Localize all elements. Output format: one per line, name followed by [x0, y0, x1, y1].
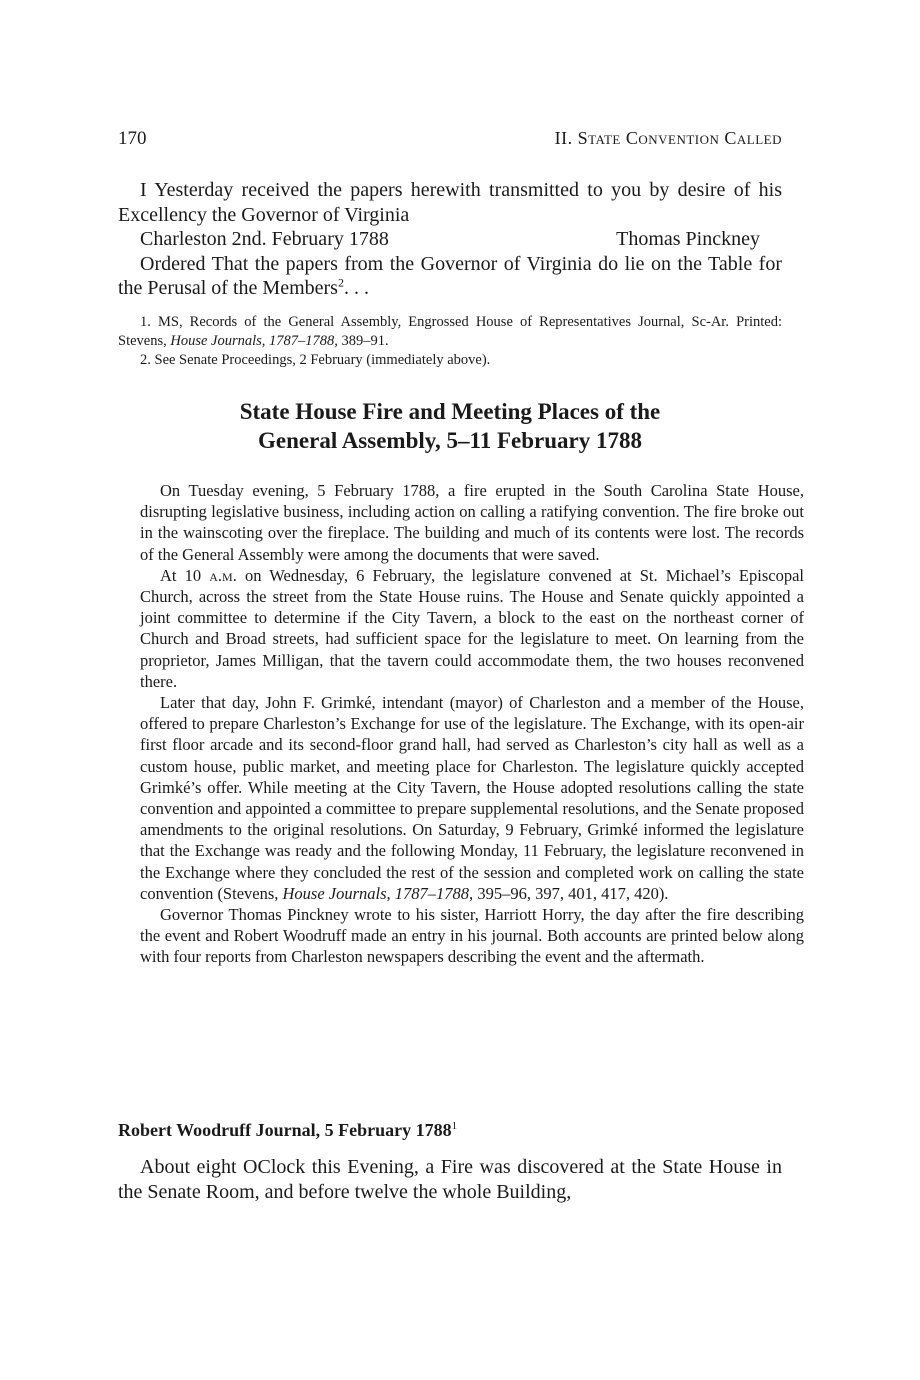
footnote-2: 2. See Senate Proceedings, 2 February (immediately above).	[140, 352, 491, 368]
letter-text: I Yesterday received the papers herewith transmitted to you by desire of his Excellency the Governor of Virginia	[118, 179, 782, 226]
footnotes	[118, 313, 782, 370]
section-title-line-2: General Assembly, 5–11 February 1788	[258, 428, 642, 453]
time-abbrev: a.m.	[209, 565, 237, 585]
section-title-line-1: State House Fire and Meeting Places of the	[239, 399, 661, 424]
intro-paragraph-4: Governor Thomas Pinckney wrote to his sister, Harriott Horry, the day after the fire describing the event and Robert Woodruff made an entry in his journal. Both accounts are printed below along with four reports from Charleston newspapers describing the event and the aftermath.	[140, 905, 804, 967]
running-head: II. State Convention Called	[554, 128, 782, 148]
document-title	[118, 1118, 782, 1142]
intro-paragraph-3	[140, 692, 804, 904]
footnote-1	[118, 313, 782, 351]
document-title-text: Robert Woodruff Journal, 5 February 1788	[118, 1120, 452, 1140]
document-body	[118, 1155, 782, 1204]
intro-paragraph-1: On Tuesday evening, 5 February 1788, a fire erupted in the South Carolina State House, disrupting legislative business, including action on calling a ratifying convention. The fire broke out in the wainscoting over the fireplace. The building and much of its contents were lost. The records of the General Assembly were among the documents that were saved.	[140, 481, 804, 564]
footnote-ref: 2	[337, 275, 344, 290]
document-text: About eight OClock this Evening, a Fire was discovered at the State House in the Senate Room, and before twelve the whole Building,	[118, 1156, 782, 1203]
document-note-ref: 1	[451, 1120, 458, 1132]
intro-p2-start: At 10	[160, 565, 210, 585]
document-heading	[118, 1118, 782, 1142]
footnote-1-title: House Journals, 1787–1788,	[170, 333, 338, 349]
intro-p3-text: Later that day, John F. Grimké, intendant (mayor) of Charleston and a member of the House, offered to prepare Charleston’s Exchange for use of the legislature. The Exchange, with its open-air first floor arcade and its second-floor grand hall, had served as Charleston’s city hall as well as a custom house, public market, and meeting place for Charleston. The legislature quickly accepted Grimké’s offer. While meeting at the City Tavern, the House adopted resolutions calling the state convention and appointed a committee to prepare supplemental resolutions, and the Senate proposed amendments to the original resolutions. On Saturday, 9 February, Grimké informed the legislature that the Exchange was ready and the following Monday, 11 February, the legislature reconvened in the Exchange where they concluded the rest of the session and completed work on calling the state convention (Stevens,	[140, 693, 804, 903]
intro-p2-rest: on Wednesday, 6 February, the legislature convened at St. Michael’s Episcopal Church, across the street from the State House ruins. The House and Senate quickly appointed a joint committee to determine if the City Tavern, a block to the east on the northeast corner of Church and Broad streets, had sufficient space for the legislature to meet. On learning from the proprietor, James Milligan, that the tavern could accommodate them, the two houses reconvened there.	[140, 565, 804, 691]
letter-excerpt	[118, 178, 782, 301]
page-header	[118, 128, 782, 154]
place-date: Charleston 2nd. February 1788	[140, 228, 389, 250]
order-text	[118, 252, 782, 301]
editorial-introduction	[118, 480, 826, 968]
intro-paragraph-2	[140, 565, 804, 692]
intro-p3-pages: 395–96, 397, 401, 417, 420).	[473, 883, 669, 903]
footnote-1-text: 1. MS, Records of the General Assembly, Engrossed House of Representatives Journal, Sc-Ar. Printed: Stevens,	[118, 314, 782, 349]
ellipsis: . . .	[343, 277, 369, 299]
order-body: Ordered That the papers from the Governor of Virginia do lie on the Table for the Perusal of the Members	[118, 252, 782, 299]
dateline	[118, 227, 782, 252]
section-title	[118, 397, 782, 455]
intro-p3-title: House Journals, 1787–1788,	[282, 883, 474, 903]
signature: Thomas Pinckney	[616, 228, 760, 250]
page-number: 170	[118, 128, 147, 149]
footnote-1-pages: 389–91.	[337, 333, 389, 349]
